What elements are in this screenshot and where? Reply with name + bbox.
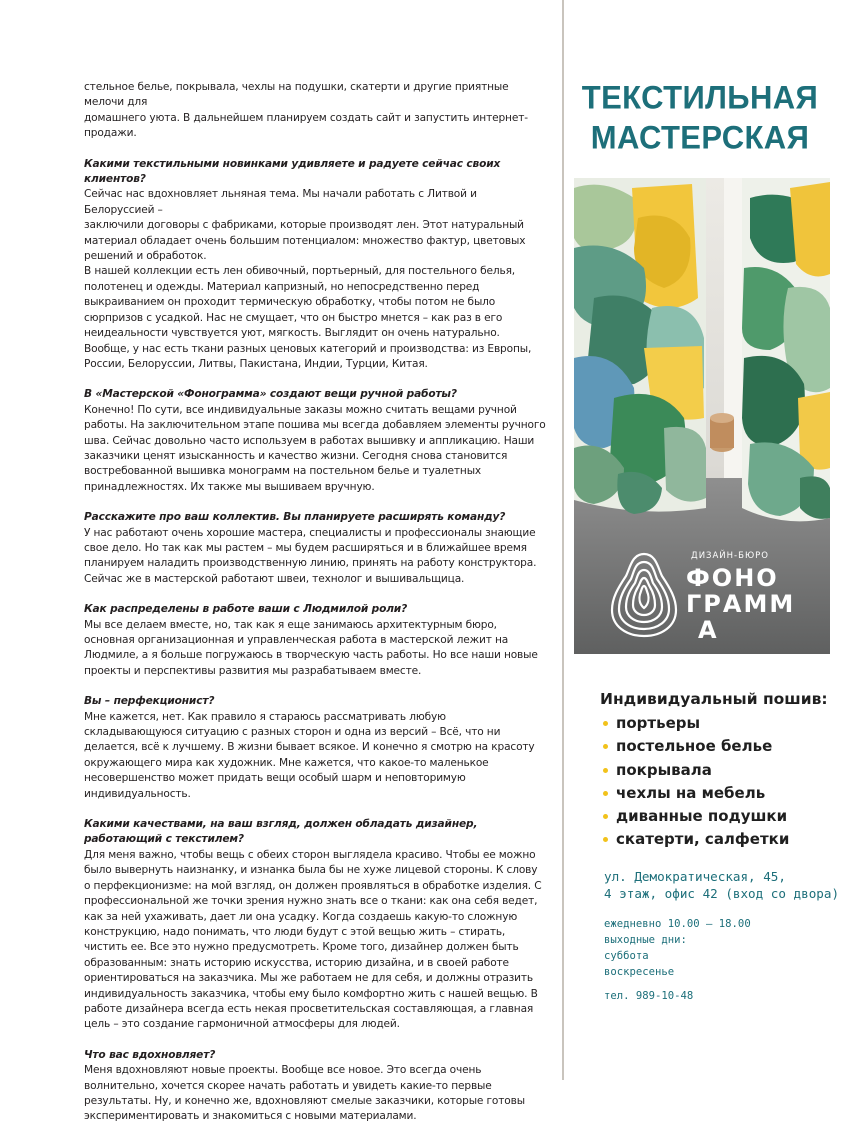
address-line-2: 4 этаж, офис 42 (вход со двора) — [604, 886, 840, 901]
logo-word-1: ФОНО — [686, 564, 779, 592]
days-off-label: выходные дни: — [604, 934, 687, 946]
service-item — [600, 828, 840, 851]
paragraph-gap — [84, 495, 546, 510]
service-item — [600, 805, 840, 828]
service-label: диванные подушки — [616, 807, 788, 826]
bullet-icon — [603, 721, 608, 726]
answer-text: Мне кажется, нет. Как правило я стараюсь рассматривать любую складывающуюся ситуацию с разных сторон и одна из версий – Всё, что ни делается, всё к лучшему. В жизни бывает всякое. И конечно я смотрю на красоту окружающего мира как художник. Мне кажется, что какое-то маленькое несовершенство может придать вещи особый шарм и неповторимую индивидуальность. — [84, 710, 535, 800]
interview-question: Какими качествами, на ваш взгляд, должен обладать дизайнер, работающий с текстилем? — [84, 818, 478, 846]
bullet-icon — [603, 744, 608, 749]
bullet-icon — [603, 814, 608, 819]
interview-question: Какими текстильными новинками удивляете и радуете сейчас своих клиентов? — [84, 157, 501, 186]
interview-question: Расскажите про ваш коллектив. Вы планируете расширять команду? — [84, 511, 506, 524]
services-title: Индивидуальный пошив: — [600, 690, 828, 708]
address-block — [604, 868, 840, 902]
day-off-1: суббота — [604, 950, 649, 962]
answer-text: Сейчас нас вдохновляет льняная тема. Мы начали работать с Литвой и Белоруссией – — [84, 188, 477, 216]
logo-word-2: ГРАММ — [686, 590, 796, 618]
answer-text: заключили договоры с фабриками, которые производят лен. Этот натуральный материал обладает очень большим потенциалом: множество фактур, цветовых решений и обработок. — [84, 219, 526, 263]
bullet-icon — [603, 791, 608, 796]
logo-caption: ДИЗАЙН-БЮРО — [691, 551, 769, 561]
answer-text: Мы все делаем вместе, но, так как я еще занимаюсь архитектурным бюро, основная организационная и управленческая работа в мастерской лежит на Людмиле, а я больше погружаюсь в творческую часть работы. Но все наши новые проекты и перспективы развития мы разрабатываем вместе. — [84, 618, 538, 677]
schedule-block — [604, 916, 832, 1004]
answer-text: Для меня важно, чтобы вещь с обеих сторон выглядела красиво. Чтобы ее можно было вывернуть наизнанку, и изнанка была бы не хуже лицевой стороны. К слову о перфекционизме: на мой взгляд, он должен проявляться в обработке изделия. С профессиональной же точки зрения нужно знать все о ткани: как она себя ведет, как за ней ухаживать, дает ли она усадку. Когда создаешь какую-то сложную конструкцию, надо понимать, что люди будут с этой вещью жить – стирать, чистить ее. Все это нужно предусмотреть. Кроме того, дизайнер должен быть образованным: знать историю искусства, историю дизайна, и в своей работе ориентироваться на заказчика. Мы же работаем не для себя, и должны отразить индивидуальность заказчика, чтобы ему было комфортно жить с нашей вещью. В работе дизайнера всегда есть некая просветительская составляющая, а главная цель – это создание гармоничной атмосферы для людей. — [84, 848, 542, 1031]
logo-word-3: А — [698, 616, 717, 644]
service-label: постельное белье — [616, 737, 773, 756]
service-item — [600, 782, 840, 805]
day-off-2: воскресенье — [604, 966, 675, 978]
paragraph-gap — [84, 587, 546, 602]
answer-text: Меня вдохновляют новые проекты. Вообще все новое. Это всегда очень волнительно, хочется скорее начать работать и увидеть какие-то первые результаты. Ну, и конечно же, вдохновляют смелые заказчики, которые готовы экспериментировать и знакомиться с новыми материалами. — [84, 1064, 525, 1123]
answer-text: домашнего уюта. В дальнейшем планируем создать сайт и запустить интернет-продажи. — [84, 111, 528, 140]
answer-text: Конечно! По сути, все индивидуальные заказы можно считать вещами ручной работы. На заключительном этапе пошива мы всегда добавляем элементы ручного шва. Сейчас довольно часто используем в работах вышивку и аппликацию. Наши заказчики ценят изысканность и качество жизни. Сегодня снова становится востребованной вышивка монограмм на постельном белье и туалетных принадлежностях. Их также мы вышиваем вручную. — [84, 403, 546, 493]
paragraph-gap — [84, 679, 546, 694]
services-list — [600, 712, 840, 852]
phone-number: тел. 989-10-48 — [604, 990, 694, 1002]
paragraph-gap — [84, 372, 546, 387]
answer-text: В нашей коллекции есть лен обивочный, портьерный, для постельного белья, полотенец и одежды. Материал капризный, но непосредственно перед выкраиванием он проходит термическую обработку, чтобы потом не было сюрпризов с усадкой. Нас не смущает, что он быстро мнется – как раз в его неидеальности чувствуется уют, мягкость. Выглядит он очень натурально. Вообще, у нас есть ткани разных ценовых категорий и производства: из Европы, России, Белоруссии, Литвы, Пакистана, Индии, Турции, Китая. — [84, 265, 532, 370]
service-label: чехлы на мебель — [616, 783, 766, 802]
ad-title-line-1: ТЕКСТИЛЬНАЯ — [581, 79, 819, 116]
curtains-illustration — [574, 178, 830, 654]
interview-question: Как распределены в работе ваши с Людмилой роли? — [84, 603, 408, 616]
services-block — [600, 690, 840, 852]
hours: ежедневно 10.00 – 18.00 — [604, 918, 751, 930]
ad-title-line-2: МАСТЕРСКАЯ — [590, 119, 810, 156]
paragraph-gap — [84, 802, 546, 817]
paragraph-gap — [84, 142, 546, 157]
column-divider — [562, 0, 564, 1080]
service-item — [600, 759, 840, 782]
service-label: портьеры — [616, 714, 701, 732]
service-item — [600, 735, 840, 758]
service-item — [600, 712, 840, 735]
address-line-1: ул. Демократическая, 45, — [604, 869, 786, 884]
curtains-photo — [574, 178, 830, 654]
bullet-icon — [603, 768, 608, 773]
interview-question: Что вас вдохновляет? — [84, 1048, 216, 1061]
ad-title — [574, 78, 826, 158]
answer-text: стельное белье, покрывала, чехлы на подушки, скатерти и другие приятные мелочи для — [84, 81, 509, 109]
bullet-icon — [603, 837, 608, 842]
interview-question: В «Мастерской «Фонограмма» создают вещи ручной работы? — [84, 388, 457, 401]
answer-text: У нас работают очень хорошие мастера, специалисты и профессионалы знающие свое дело. Но так как мы растем – мы будем расширяться и в ближайшее время планируем наладить производственную линию, принять на работу конструктора. Сейчас же в мастерской работают швеи, технолог и вышивальщица. — [84, 526, 537, 585]
service-label: покрывала — [616, 760, 712, 779]
service-label: скатерти, салфетки — [616, 830, 790, 849]
article-column — [84, 80, 546, 1125]
interview-question: Вы – перфекционист? — [84, 695, 215, 708]
paragraph-gap — [84, 1033, 546, 1048]
